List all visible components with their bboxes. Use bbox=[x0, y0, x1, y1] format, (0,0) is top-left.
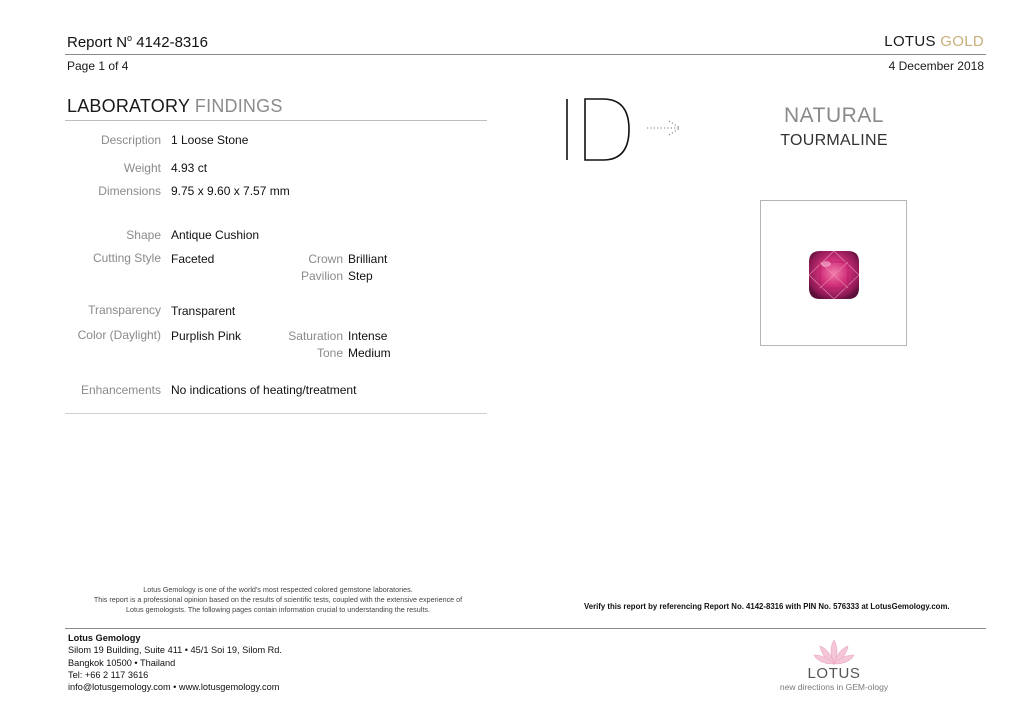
crown-value: Brilliant bbox=[348, 252, 388, 266]
gem-species: TOURMALINE bbox=[780, 132, 888, 149]
company-address bbox=[68, 632, 282, 693]
tone-label: Tone bbox=[316, 346, 343, 360]
shape-value: Antique Cushion bbox=[171, 228, 260, 242]
disclaimer-line-1: Lotus Gemology is one of the world's most respected colored gemstone laboratories. bbox=[143, 585, 413, 594]
id-mark bbox=[563, 97, 635, 163]
enhancements-value: No indications of heating/treatment bbox=[171, 383, 357, 397]
transparency-value: Transparent bbox=[171, 304, 236, 318]
report-label: Report N bbox=[67, 34, 128, 51]
description-label: Description bbox=[100, 133, 161, 147]
report-label-sup: o bbox=[127, 33, 133, 43]
dotted-arrow-icon bbox=[645, 119, 685, 137]
page-number: Page 1 of 4 bbox=[67, 59, 129, 73]
enhancements-label: Enhancements bbox=[80, 383, 161, 397]
report-number bbox=[67, 33, 208, 51]
brand-logo-text bbox=[884, 33, 984, 50]
report-number-value: 4142-8316 bbox=[136, 34, 208, 51]
pavilion-label: Pavilion bbox=[300, 269, 343, 283]
telephone: Tel: +66 2 117 3616 bbox=[68, 669, 149, 680]
description-value: 1 Loose Stone bbox=[171, 133, 249, 147]
lotus-logo-tagline: new directions in GEM-ology bbox=[779, 682, 889, 692]
footer-rule bbox=[65, 628, 986, 629]
company-name: Lotus Gemology bbox=[68, 633, 141, 643]
contact-line: info@lotusgemology.com • www.lotusgemology.com bbox=[68, 682, 280, 693]
section-title bbox=[67, 96, 283, 117]
findings-rule-bottom bbox=[65, 413, 487, 414]
weight-value: 4.93 ct bbox=[171, 161, 208, 175]
lotus-logo-word: LOTUS bbox=[807, 665, 861, 682]
pavilion-value: Step bbox=[348, 269, 373, 283]
dimensions-value: 9.75 x 9.60 x 7.57 mm bbox=[171, 184, 290, 198]
disclaimer-line-2: This report is a professional opinion based on the results of scientific tests, coupled with the extensive experience of bbox=[93, 595, 463, 604]
saturation-label: Saturation bbox=[288, 329, 343, 343]
origin-natural: NATURAL bbox=[784, 104, 884, 127]
section-title-main: LABORATORY bbox=[67, 96, 190, 116]
dimensions-label: Dimensions bbox=[98, 184, 161, 198]
saturation-value: Intense bbox=[348, 329, 388, 343]
brand-accent: GOLD bbox=[940, 33, 984, 50]
gemstone-image bbox=[806, 248, 862, 302]
color-label: Color (Daylight) bbox=[77, 328, 161, 342]
header-rule bbox=[65, 54, 986, 55]
lotus-flower-icon bbox=[813, 638, 855, 666]
brand-main: LOTUS bbox=[884, 33, 936, 50]
transparency-label: Transparency bbox=[88, 303, 161, 317]
disclaimer-line-3: Lotus gemologists. The following pages contain information crucial to understanding the results. bbox=[126, 605, 430, 614]
address-line-1: Silom 19 Building, Suite 411 • 45/1 Soi 19, Silom Rd. bbox=[68, 645, 282, 656]
report-date: 4 December 2018 bbox=[888, 59, 984, 73]
cutting-style-label: Cutting Style bbox=[92, 251, 161, 265]
verify-note: Verify this report by referencing Report No. 4142-8316 with PIN No. 576333 at LotusGemology.com. bbox=[584, 602, 950, 611]
crown-label: Crown bbox=[308, 252, 343, 266]
color-value: Purplish Pink bbox=[171, 329, 242, 343]
weight-label: Weight bbox=[123, 161, 161, 175]
tone-value: Medium bbox=[348, 346, 391, 360]
disclaimer bbox=[70, 585, 486, 615]
section-title-light: FINDINGS bbox=[194, 96, 283, 116]
shape-label: Shape bbox=[126, 228, 161, 242]
cutting-style-value: Faceted bbox=[171, 252, 215, 266]
findings-rule-top bbox=[65, 120, 487, 121]
address-line-2: Bangkok 10500 • Thailand bbox=[68, 657, 176, 668]
